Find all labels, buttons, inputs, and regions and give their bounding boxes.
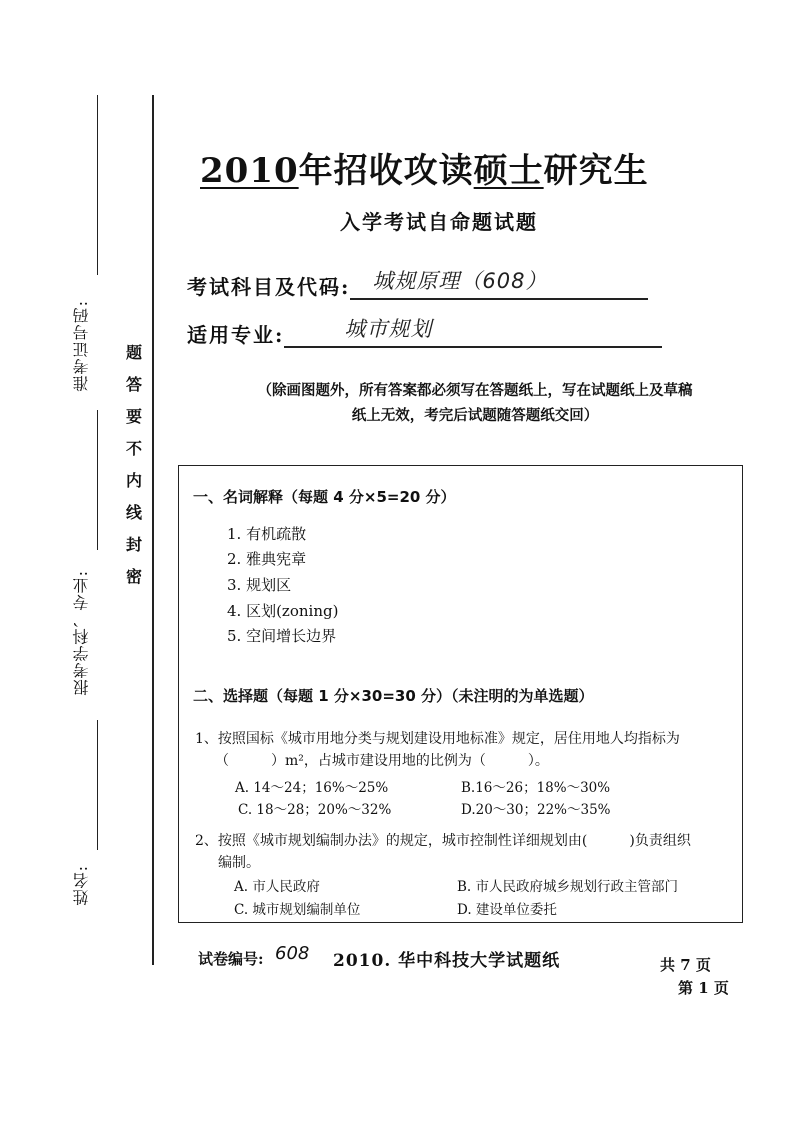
subject-field <box>350 270 648 300</box>
question-1-option-a: A. 14～24；16%～25% <box>235 780 389 796</box>
term-item: 4. 区划(zoning) <box>227 602 339 620</box>
seal-char: 线 <box>126 503 143 522</box>
school-paper-name: 2010. 华中科技大学试题纸 <box>333 951 561 971</box>
page-subtitle: 入学考试自命题试题 <box>340 210 538 234</box>
seal-char: 密 <box>126 567 143 586</box>
term-item: 1. 有机疏散 <box>227 525 307 543</box>
term-item: 2. 雅典宪章 <box>227 550 307 568</box>
major-blank-line <box>97 410 98 550</box>
name-blank-line <box>97 720 98 850</box>
title-year: 2010 <box>200 151 299 191</box>
question-1-line-2: （ ）m²，占城市建设用地的比例为（ ）。 <box>215 753 549 769</box>
question-2-option-a: A. 市人民政府 <box>234 879 320 895</box>
subject-value: 城规原理（608） <box>372 269 548 293</box>
major-field-label: 适用专业: <box>187 323 285 347</box>
term-item: 3. 规划区 <box>227 576 292 594</box>
seal-char: 题 <box>126 343 143 362</box>
title-part-b: 硕士 <box>473 151 544 191</box>
page-number: 第 1 页 <box>678 979 729 997</box>
page-title <box>200 143 720 192</box>
title-part-c: 研究生 <box>543 151 649 191</box>
total-pages: 共 7 页 <box>660 956 711 974</box>
section-2-heading: 二、选择题（每题 1 分×30=30 分）（未注明的为单选题） <box>193 687 594 705</box>
seal-char: 不 <box>126 439 143 458</box>
question-2-line-1: 2、按照《城市规划编制办法》的规定，城市控制性详细规划由( )负责组织 <box>195 833 691 849</box>
seal-char: 要 <box>126 407 143 426</box>
seal-line-text <box>126 345 142 591</box>
question-1-option-d: D.20～30；22%～35% <box>461 802 611 818</box>
major-value: 城市规划 <box>344 317 433 341</box>
section-1-heading: 一、名词解释（每题 4 分×5=20 分） <box>193 488 456 506</box>
question-2-option-c: C. 城市规划编制单位 <box>234 902 361 918</box>
major-row <box>187 318 662 348</box>
question-1-line-1: 1、按照国标《城市用地分类与规划建设用地标准》规定，居住用地人均指标为 <box>195 731 680 747</box>
seal-char: 封 <box>126 535 143 554</box>
seal-char: 答 <box>126 375 143 394</box>
title-part-a: 年招收攻读 <box>298 151 474 191</box>
seal-char: 内 <box>126 471 143 490</box>
major-field <box>284 318 662 348</box>
term-item: 5. 空间增长边界 <box>227 627 337 645</box>
binding-margin-line <box>152 95 154 965</box>
subject-row <box>187 270 648 300</box>
major-label: 报考学科、专业: <box>72 570 91 696</box>
question-2-option-d: D. 建设单位委托 <box>457 902 557 918</box>
question-2-line-2: 编制。 <box>218 855 260 871</box>
question-1-option-c: C. 18～28；20%～32% <box>238 802 392 818</box>
question-1-option-b: B.16～26；18%～30% <box>461 780 611 796</box>
paper-code-value: 608 <box>275 943 310 964</box>
exam-id-label: 准考证号码: <box>72 300 91 392</box>
name-label: 姓名: <box>72 865 91 906</box>
question-2-option-b: B. 市人民政府城乡规划行政主管部门 <box>457 879 679 895</box>
instructions-note: （除画图题外，所有答案都必须写在答题纸上，写在试题纸上及草稿纸上无效，考完后试题随答题纸交回） <box>257 382 693 424</box>
exam-id-blank-line <box>97 95 98 275</box>
subject-label: 考试科目及代码: <box>187 275 351 299</box>
paper-code-label: 试卷编号: <box>198 950 264 968</box>
